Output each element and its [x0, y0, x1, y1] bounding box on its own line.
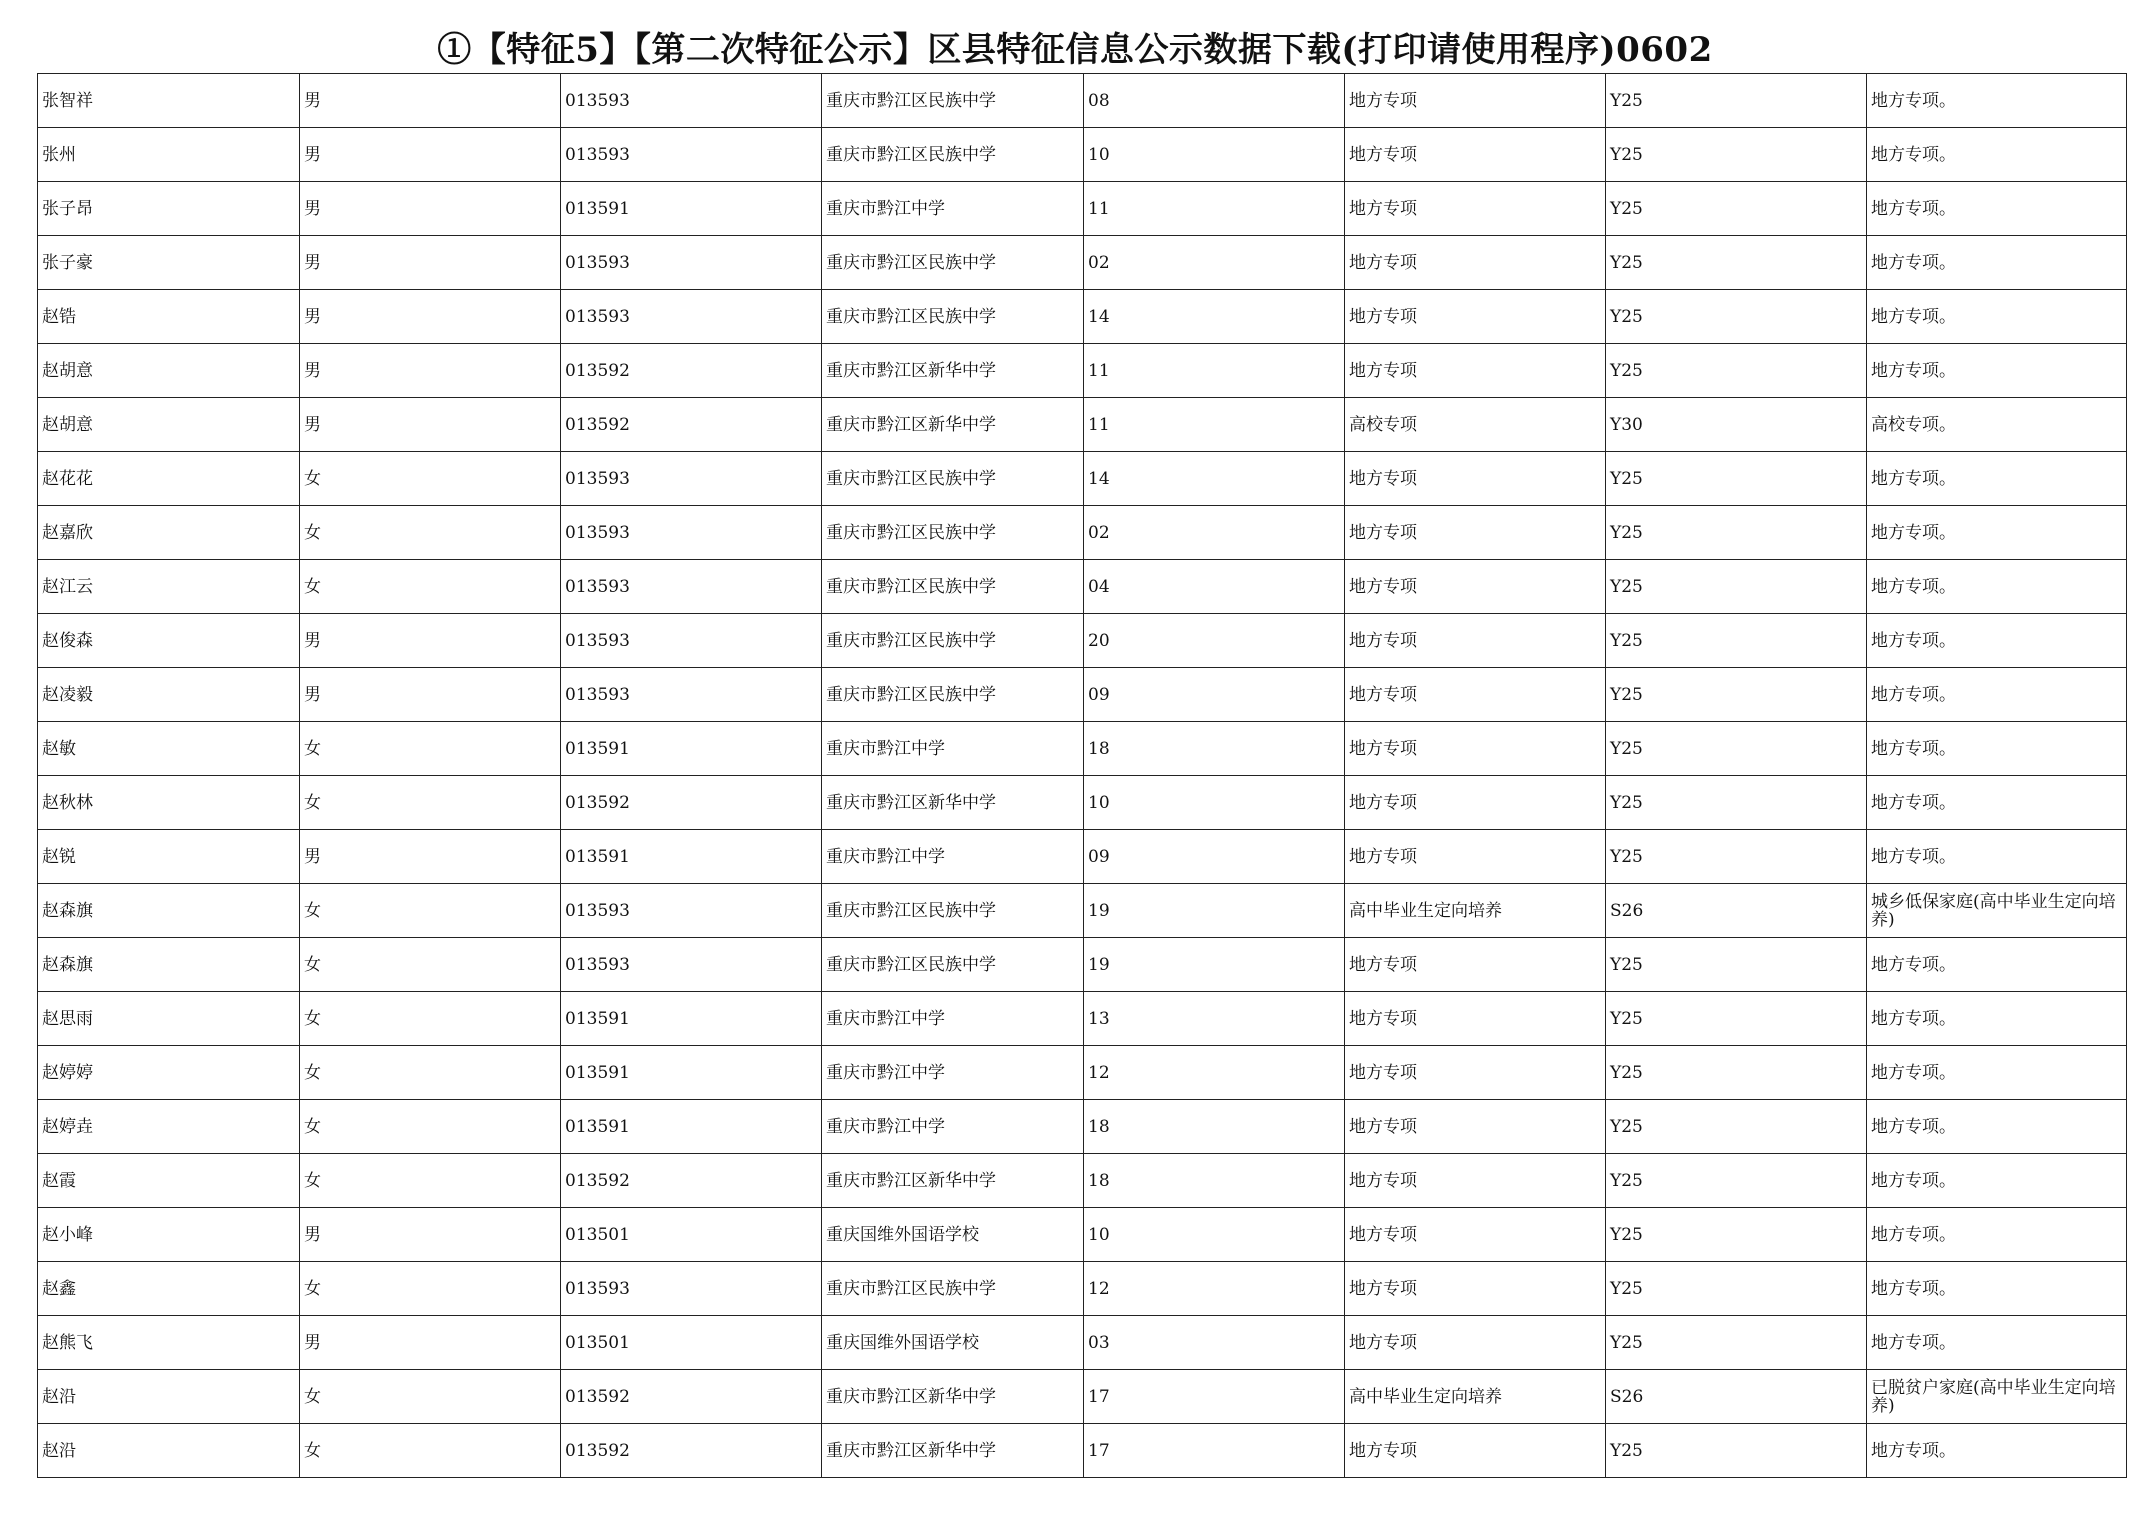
school-cell: 重庆市黔江中学 — [822, 1046, 1084, 1100]
school-cell: 重庆国维外国语学校 — [822, 1316, 1084, 1370]
school-cell: 重庆市黔江中学 — [822, 992, 1084, 1046]
code-cell: 013591 — [561, 830, 822, 884]
gender-cell: 女 — [300, 1424, 561, 1478]
school-cell: 重庆市黔江区新华中学 — [822, 776, 1084, 830]
table-row — [38, 182, 2127, 236]
note-cell: 地方专项。 — [1867, 560, 2127, 614]
code-cell: 013593 — [561, 560, 822, 614]
code-cell: 013501 — [561, 1208, 822, 1262]
class-cell: 17 — [1084, 1370, 1345, 1424]
type-code-cell: Y25 — [1606, 74, 1867, 128]
name-cell: 赵花花 — [38, 452, 300, 506]
category-cell: 地方专项 — [1345, 452, 1606, 506]
type-code-cell: Y25 — [1606, 560, 1867, 614]
type-code-cell: Y25 — [1606, 236, 1867, 290]
code-cell: 013592 — [561, 344, 822, 398]
gender-cell: 女 — [300, 1262, 561, 1316]
code-cell: 013592 — [561, 776, 822, 830]
note-cell: 地方专项。 — [1867, 614, 2127, 668]
note-cell: 地方专项。 — [1867, 344, 2127, 398]
code-cell: 013501 — [561, 1316, 822, 1370]
gender-cell: 女 — [300, 992, 561, 1046]
code-cell: 013592 — [561, 1370, 822, 1424]
category-cell: 地方专项 — [1345, 614, 1606, 668]
gender-cell: 男 — [300, 1208, 561, 1262]
gender-cell: 男 — [300, 74, 561, 128]
category-cell: 地方专项 — [1345, 1262, 1606, 1316]
table-row — [38, 128, 2127, 182]
category-cell: 地方专项 — [1345, 722, 1606, 776]
table-row — [38, 452, 2127, 506]
category-cell: 地方专项 — [1345, 236, 1606, 290]
category-cell: 地方专项 — [1345, 776, 1606, 830]
class-cell: 09 — [1084, 830, 1345, 884]
table-row — [38, 1100, 2127, 1154]
note-cell: 城乡低保家庭(高中毕业生定向培养) — [1867, 884, 2127, 938]
class-cell: 13 — [1084, 992, 1345, 1046]
school-cell: 重庆市黔江区民族中学 — [822, 560, 1084, 614]
gender-cell: 男 — [300, 344, 561, 398]
name-cell: 赵秋林 — [38, 776, 300, 830]
gender-cell: 女 — [300, 722, 561, 776]
name-cell: 赵熊飞 — [38, 1316, 300, 1370]
category-cell: 地方专项 — [1345, 74, 1606, 128]
class-cell: 08 — [1084, 74, 1345, 128]
type-code-cell: Y25 — [1606, 1046, 1867, 1100]
class-cell: 18 — [1084, 1100, 1345, 1154]
gender-cell: 女 — [300, 1100, 561, 1154]
name-cell: 张子昂 — [38, 182, 300, 236]
name-cell: 赵胡意 — [38, 344, 300, 398]
school-cell: 重庆市黔江区民族中学 — [822, 506, 1084, 560]
name-cell: 张州 — [38, 128, 300, 182]
gender-cell: 男 — [300, 830, 561, 884]
name-cell: 赵敏 — [38, 722, 300, 776]
class-cell: 04 — [1084, 560, 1345, 614]
code-cell: 013591 — [561, 722, 822, 776]
code-cell: 013593 — [561, 290, 822, 344]
code-cell: 013593 — [561, 128, 822, 182]
name-cell: 赵嘉欣 — [38, 506, 300, 560]
class-cell: 17 — [1084, 1424, 1345, 1478]
class-cell: 19 — [1084, 884, 1345, 938]
note-cell: 地方专项。 — [1867, 1316, 2127, 1370]
class-cell: 02 — [1084, 236, 1345, 290]
class-cell: 03 — [1084, 1316, 1345, 1370]
code-cell: 013593 — [561, 668, 822, 722]
category-cell: 高中毕业生定向培养 — [1345, 884, 1606, 938]
category-cell: 地方专项 — [1345, 560, 1606, 614]
page-title: ①【特征5】【第二次特征公示】区县特征信息公示数据下载(打印请使用程序)0602 — [437, 30, 1713, 70]
type-code-cell: Y25 — [1606, 1262, 1867, 1316]
code-cell: 013592 — [561, 1154, 822, 1208]
note-cell: 地方专项。 — [1867, 1424, 2127, 1478]
category-cell: 地方专项 — [1345, 182, 1606, 236]
type-code-cell: Y25 — [1606, 452, 1867, 506]
category-cell: 地方专项 — [1345, 992, 1606, 1046]
table-row — [38, 1154, 2127, 1208]
table-row — [38, 74, 2127, 128]
school-cell: 重庆市黔江区民族中学 — [822, 668, 1084, 722]
type-code-cell: Y25 — [1606, 1208, 1867, 1262]
note-cell: 高校专项。 — [1867, 398, 2127, 452]
note-cell: 地方专项。 — [1867, 992, 2127, 1046]
note-cell: 已脱贫户家庭(高中毕业生定向培养) — [1867, 1370, 2127, 1424]
school-cell: 重庆市黔江中学 — [822, 1100, 1084, 1154]
school-cell: 重庆市黔江中学 — [822, 830, 1084, 884]
school-cell: 重庆市黔江区新华中学 — [822, 344, 1084, 398]
school-cell: 重庆市黔江区民族中学 — [822, 938, 1084, 992]
note-cell: 地方专项。 — [1867, 1046, 2127, 1100]
code-cell: 013593 — [561, 506, 822, 560]
table-row — [38, 884, 2127, 938]
gender-cell: 男 — [300, 614, 561, 668]
gender-cell: 女 — [300, 884, 561, 938]
class-cell: 11 — [1084, 344, 1345, 398]
type-code-cell: Y25 — [1606, 290, 1867, 344]
table-row — [38, 614, 2127, 668]
table-row — [38, 1208, 2127, 1262]
gender-cell: 男 — [300, 1316, 561, 1370]
school-cell: 重庆市黔江区民族中学 — [822, 1262, 1084, 1316]
code-cell: 013591 — [561, 992, 822, 1046]
gender-cell: 女 — [300, 1046, 561, 1100]
note-cell: 地方专项。 — [1867, 1154, 2127, 1208]
table-row — [38, 344, 2127, 398]
table-row — [38, 776, 2127, 830]
type-code-cell: Y25 — [1606, 938, 1867, 992]
class-cell: 20 — [1084, 614, 1345, 668]
gender-cell: 男 — [300, 236, 561, 290]
category-cell: 地方专项 — [1345, 1154, 1606, 1208]
code-cell: 013593 — [561, 1262, 822, 1316]
note-cell: 地方专项。 — [1867, 722, 2127, 776]
data-table — [37, 73, 2127, 1478]
type-code-cell: Y25 — [1606, 722, 1867, 776]
code-cell: 013591 — [561, 1046, 822, 1100]
category-cell: 地方专项 — [1345, 1316, 1606, 1370]
name-cell: 赵霞 — [38, 1154, 300, 1208]
class-cell: 14 — [1084, 452, 1345, 506]
note-cell: 地方专项。 — [1867, 182, 2127, 236]
code-cell: 013592 — [561, 1424, 822, 1478]
table-row — [38, 1316, 2127, 1370]
type-code-cell: Y25 — [1606, 1316, 1867, 1370]
category-cell: 地方专项 — [1345, 668, 1606, 722]
gender-cell: 女 — [300, 1154, 561, 1208]
type-code-cell: Y25 — [1606, 668, 1867, 722]
category-cell: 地方专项 — [1345, 1424, 1606, 1478]
note-cell: 地方专项。 — [1867, 506, 2127, 560]
class-cell: 11 — [1084, 398, 1345, 452]
name-cell: 赵婷垚 — [38, 1100, 300, 1154]
name-cell: 赵思雨 — [38, 992, 300, 1046]
school-cell: 重庆国维外国语学校 — [822, 1208, 1084, 1262]
name-cell: 赵俊森 — [38, 614, 300, 668]
note-cell: 地方专项。 — [1867, 74, 2127, 128]
school-cell: 重庆市黔江中学 — [822, 182, 1084, 236]
gender-cell: 女 — [300, 452, 561, 506]
note-cell: 地方专项。 — [1867, 1262, 2127, 1316]
table-row — [38, 722, 2127, 776]
school-cell: 重庆市黔江区民族中学 — [822, 74, 1084, 128]
table-row — [38, 1370, 2127, 1424]
gender-cell: 女 — [300, 938, 561, 992]
note-cell: 地方专项。 — [1867, 128, 2127, 182]
name-cell: 赵沿 — [38, 1424, 300, 1478]
table-row — [38, 1046, 2127, 1100]
name-cell: 赵锐 — [38, 830, 300, 884]
name-cell: 赵森旗 — [38, 884, 300, 938]
school-cell: 重庆市黔江区民族中学 — [822, 614, 1084, 668]
school-cell: 重庆市黔江区民族中学 — [822, 884, 1084, 938]
type-code-cell: Y25 — [1606, 614, 1867, 668]
table-row — [38, 1424, 2127, 1478]
category-cell: 地方专项 — [1345, 344, 1606, 398]
category-cell: 地方专项 — [1345, 290, 1606, 344]
category-cell: 地方专项 — [1345, 1100, 1606, 1154]
note-cell: 地方专项。 — [1867, 938, 2127, 992]
school-cell: 重庆市黔江区新华中学 — [822, 1424, 1084, 1478]
code-cell: 013593 — [561, 938, 822, 992]
code-cell: 013593 — [561, 884, 822, 938]
gender-cell: 女 — [300, 560, 561, 614]
class-cell: 19 — [1084, 938, 1345, 992]
category-cell: 地方专项 — [1345, 506, 1606, 560]
category-cell: 地方专项 — [1345, 1208, 1606, 1262]
type-code-cell: Y25 — [1606, 182, 1867, 236]
type-code-cell: Y25 — [1606, 128, 1867, 182]
table-row — [38, 506, 2127, 560]
gender-cell: 男 — [300, 668, 561, 722]
school-cell: 重庆市黔江区民族中学 — [822, 128, 1084, 182]
class-cell: 18 — [1084, 722, 1345, 776]
gender-cell: 男 — [300, 290, 561, 344]
type-code-cell: Y25 — [1606, 992, 1867, 1046]
name-cell: 赵森旗 — [38, 938, 300, 992]
table-row — [38, 1262, 2127, 1316]
school-cell: 重庆市黔江中学 — [822, 722, 1084, 776]
code-cell: 013593 — [561, 614, 822, 668]
name-cell: 赵胡意 — [38, 398, 300, 452]
note-cell: 地方专项。 — [1867, 830, 2127, 884]
category-cell: 地方专项 — [1345, 830, 1606, 884]
school-cell: 重庆市黔江区新华中学 — [822, 398, 1084, 452]
table-row — [38, 992, 2127, 1046]
type-code-cell: Y25 — [1606, 830, 1867, 884]
gender-cell: 女 — [300, 506, 561, 560]
class-cell: 02 — [1084, 506, 1345, 560]
table-body — [38, 74, 2127, 1478]
class-cell: 12 — [1084, 1262, 1345, 1316]
category-cell: 地方专项 — [1345, 1046, 1606, 1100]
category-cell: 高校专项 — [1345, 398, 1606, 452]
name-cell: 赵江云 — [38, 560, 300, 614]
code-cell: 013592 — [561, 398, 822, 452]
school-cell: 重庆市黔江区民族中学 — [822, 290, 1084, 344]
table-row — [38, 938, 2127, 992]
note-cell: 地方专项。 — [1867, 1208, 2127, 1262]
type-code-cell: S26 — [1606, 884, 1867, 938]
name-cell: 赵沿 — [38, 1370, 300, 1424]
type-code-cell: Y25 — [1606, 1424, 1867, 1478]
table-row — [38, 398, 2127, 452]
class-cell: 18 — [1084, 1154, 1345, 1208]
note-cell: 地方专项。 — [1867, 452, 2127, 506]
type-code-cell: Y25 — [1606, 1154, 1867, 1208]
type-code-cell: Y30 — [1606, 398, 1867, 452]
gender-cell: 男 — [300, 398, 561, 452]
gender-cell: 男 — [300, 182, 561, 236]
note-cell: 地方专项。 — [1867, 668, 2127, 722]
type-code-cell: Y25 — [1606, 1100, 1867, 1154]
note-cell: 地方专项。 — [1867, 776, 2127, 830]
school-cell: 重庆市黔江区民族中学 — [822, 236, 1084, 290]
gender-cell: 女 — [300, 1370, 561, 1424]
code-cell: 013591 — [561, 1100, 822, 1154]
gender-cell: 女 — [300, 776, 561, 830]
name-cell: 赵鑫 — [38, 1262, 300, 1316]
table-row — [38, 830, 2127, 884]
code-cell: 013593 — [561, 452, 822, 506]
table-row — [38, 290, 2127, 344]
name-cell: 赵婷婷 — [38, 1046, 300, 1100]
class-cell: 14 — [1084, 290, 1345, 344]
code-cell: 013591 — [561, 182, 822, 236]
class-cell: 10 — [1084, 128, 1345, 182]
class-cell: 11 — [1084, 182, 1345, 236]
category-cell: 地方专项 — [1345, 128, 1606, 182]
table-row — [38, 236, 2127, 290]
gender-cell: 男 — [300, 128, 561, 182]
category-cell: 地方专项 — [1345, 938, 1606, 992]
type-code-cell: Y25 — [1606, 776, 1867, 830]
name-cell: 赵锆 — [38, 290, 300, 344]
table-row — [38, 560, 2127, 614]
class-cell: 12 — [1084, 1046, 1345, 1100]
school-cell: 重庆市黔江区新华中学 — [822, 1154, 1084, 1208]
type-code-cell: S26 — [1606, 1370, 1867, 1424]
class-cell: 09 — [1084, 668, 1345, 722]
code-cell: 013593 — [561, 74, 822, 128]
name-cell: 张子豪 — [38, 236, 300, 290]
type-code-cell: Y25 — [1606, 506, 1867, 560]
note-cell: 地方专项。 — [1867, 1100, 2127, 1154]
class-cell: 10 — [1084, 1208, 1345, 1262]
table-row — [38, 668, 2127, 722]
school-cell: 重庆市黔江区新华中学 — [822, 1370, 1084, 1424]
name-cell: 张智祥 — [38, 74, 300, 128]
name-cell: 赵小峰 — [38, 1208, 300, 1262]
type-code-cell: Y25 — [1606, 344, 1867, 398]
category-cell: 高中毕业生定向培养 — [1345, 1370, 1606, 1424]
code-cell: 013593 — [561, 236, 822, 290]
school-cell: 重庆市黔江区民族中学 — [822, 452, 1084, 506]
name-cell: 赵凌毅 — [38, 668, 300, 722]
note-cell: 地方专项。 — [1867, 290, 2127, 344]
class-cell: 10 — [1084, 776, 1345, 830]
note-cell: 地方专项。 — [1867, 236, 2127, 290]
